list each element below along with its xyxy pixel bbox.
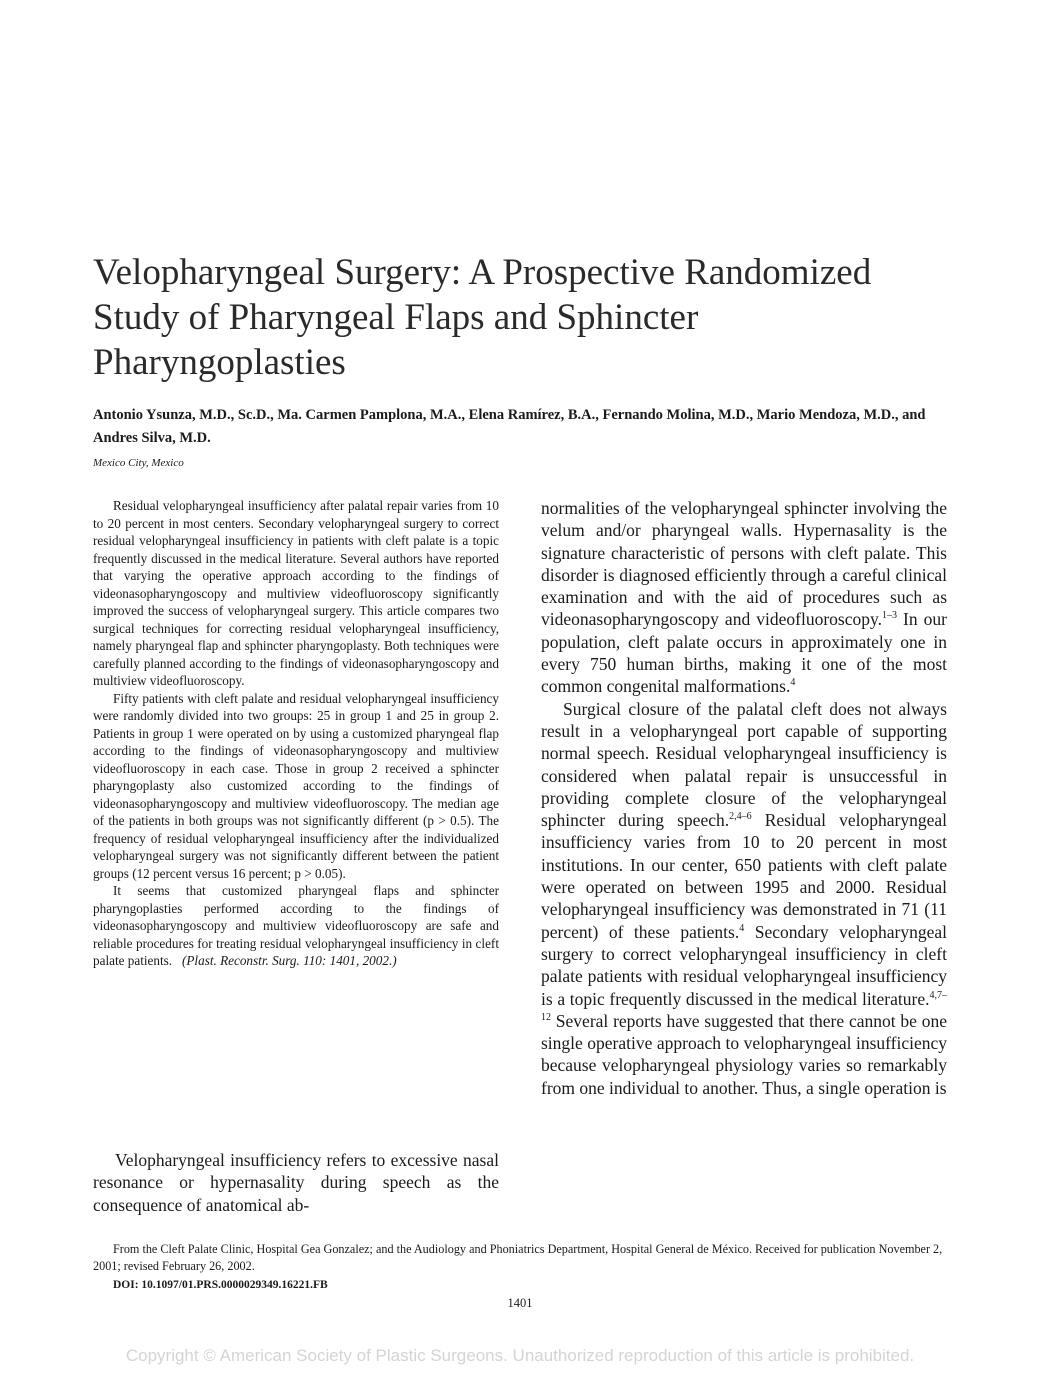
body-paragraph (541, 497, 947, 698)
reference-superscript: 4 (790, 677, 796, 689)
affiliation: Mexico City, Mexico (93, 457, 184, 469)
body-text: In our population, cleft palate occurs in approximately one in every 750 human births, making it one of the most common congenital malformations. (541, 609, 947, 697)
abstract (93, 497, 499, 970)
right-column (541, 497, 947, 1099)
article-title: Velopharyngeal Surgery: A Prospective Randomized Study of Pharyngeal Flaps and Sphincter Pharyngoplasties (93, 252, 872, 383)
journal-citation: (Plast. Reconstr. Surg. 110: 1401, 2002.) (181, 953, 397, 968)
footnote (93, 1241, 953, 1275)
body-text: Secondary velopharyngeal surgery to correct velopharyngeal insufficiency in cleft palate patients with residual velopharyngeal insufficiency is a topic frequently discussed in the medical literature. (541, 921, 947, 1009)
reference-superscript: 4,7–12 (541, 989, 947, 1023)
abstract-text: It seems that customized pharyngeal flaps and sphincter pharyngoplasties performed according to the findings of videonasopharyngoscopy and multiview videofluoroscopy are safe and reliable procedures for treating residual velopharyngeal insufficiency in cleft palate patients. (93, 883, 499, 968)
reference-superscript: 1–3 (881, 610, 897, 622)
abstract-paragraph (93, 882, 499, 970)
body-paragraph: Velopharyngeal insufficiency refers to excessive nasal resonance or hypernasality during speech as the consequence of anatomical ab- (93, 1150, 499, 1215)
body-paragraph (541, 698, 947, 1099)
introduction-left-column (93, 1149, 499, 1216)
author-list: Antonio Ysunza, M.D., Sc.D., Ma. Carmen Pamplona, M.A., Elena Ramírez, B.A., Fernando Molina, M.D., Mario Mendoza, M.D., and Andres Silva, M.D. (93, 407, 926, 446)
abstract-paragraph: Fifty patients with cleft palate and residual velopharyngeal insufficiency were randomly divided into two groups: 25 in group 1 and 25 in group 2. Patients in group 1 were operated on by using a customized pharyngeal flap according to the findings of videonasopharyngoscopy and multiview videofluoroscopy in each case. Those in group 2 received a sphincter pharyngoplasty also customized according to the findings of videonasopharyngoscopy and multiview videofluoroscopy. The median age of the patients in both groups was not significantly different (p > 0.5). The frequency of residual velopharyngeal insufficiency after the individualized velopharyngeal surgery was not significantly different between the patient groups (12 percent versus 16 percent; p > 0.05). (93, 690, 499, 881)
body-text: Residual velopharyngeal insufficiency varies from 10 to 20 percent in most institutions. In our center, 650 patients with cleft palate were operated on between 1995 and 2000. Residual velopharyngeal insufficiency was demonstrated in 71 (11 percent) of these patients. (541, 810, 947, 942)
reference-superscript: 2,4–6 (729, 811, 752, 823)
doi: DOI: 10.1097/01.PRS.0000029349.16221.FB (113, 1279, 328, 1291)
copyright-notice: Copyright © American Society of Plastic Surgeons. Unauthorized reproduction of this article is prohibited. (125, 1346, 915, 1365)
reference-superscript: 4 (739, 922, 745, 934)
page-number: 1401 (507, 1296, 533, 1310)
body-text: Surgical closure of the palatal cleft does not always result in a velopharyngeal port capable of supporting normal speech. Residual velopharyngeal insufficiency is considered when palatal repair is unsuccessful in providing complete closure of the velopharyngeal sphincter during speech. (541, 698, 947, 831)
body-text: Several reports have suggested that there cannot be one single operative approach to velopharyngeal insufficiency because velopharyngeal physiology varies so remarkably from one individual to another. Thus, a single operation is (541, 1010, 947, 1098)
footnote-text: From the Cleft Palate Clinic, Hospital Gea Gonzalez; and the Audiology and Phoniatrics Department, Hospital General de México. Received for publication November 2, 2001; revised February 26, 2002. (93, 1242, 943, 1273)
body-text: normalities of the velopharyngeal sphincter involving the velum and/or pharyngeal walls. Hypernasality is the signature characteristic of persons with cleft palate. This disorder is diagnosed efficiently through a careful clinical examination and with the aid of procedures such as videonasopharyngoscopy and videofluoroscopy. (541, 498, 947, 630)
abstract-paragraph: Residual velopharyngeal insufficiency after palatal repair varies from 10 to 20 percent in most centers. Secondary velopharyngeal surgery to correct residual velopharyngeal insufficiency in patients with cleft palate is a topic frequently discussed in the medical literature. Several authors have reported that varying the operative approach according to the findings of videonasopharyngoscopy and multiview videofluoroscopy significantly improved the success of velopharyngeal surgery. This article compares two surgical techniques for correcting residual velopharyngeal insufficiency, namely pharyngeal flap and sphincter pharyngoplasty. Both techniques were carefully planned according to the findings of videonasopharyngoscopy and multiview videofluoroscopy. (93, 498, 499, 688)
